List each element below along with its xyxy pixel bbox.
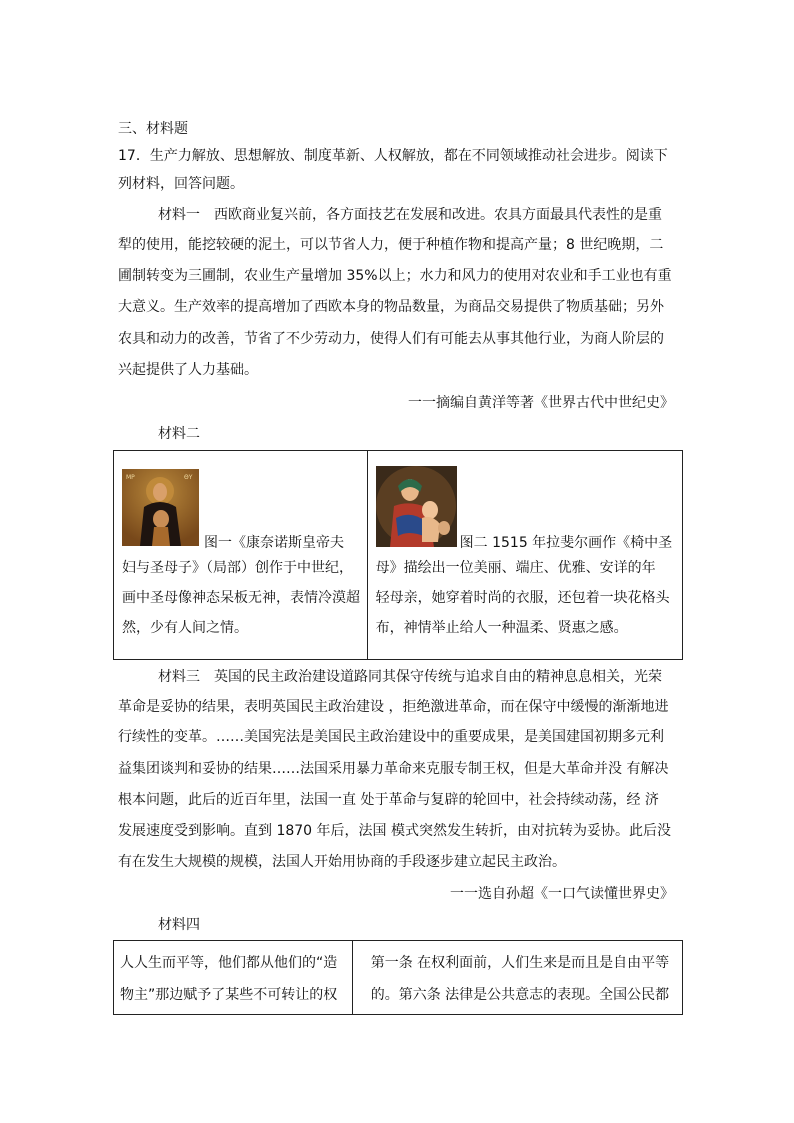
figure-1-cell bbox=[114, 451, 368, 660]
material-1-line: 圃制转变为三圃制，农业生产量增加 35%以上；水力和风力的使用对农业和手工业也有重 bbox=[118, 268, 672, 284]
svg-text:ΘY: ΘY bbox=[184, 474, 193, 481]
material-3-line: 材料三 英国的民主政治建设道路同其保守传统与追求自由的精神息息相关，光荣 bbox=[158, 669, 662, 685]
figure-2-cell bbox=[367, 451, 682, 660]
byzantine-mosaic-image bbox=[122, 469, 199, 546]
material-3-line: 益集团谈判和妥协的结果……法国采用暴力革命来克服专制王权，但是大革命并没 有解决 bbox=[118, 761, 669, 777]
material-4-left-line: 物主”那边赋予了某些不可转让的权 bbox=[120, 987, 338, 1003]
material-1-line: 大意义。生产效率的提高增加了西欧本身的物品数量，为商品交易提供了物质基础；另外 bbox=[118, 299, 664, 315]
section-heading: 三、材料题 bbox=[118, 121, 188, 137]
figure-1-caption-line: 图一《康奈诺斯皇帝夫 bbox=[204, 535, 344, 551]
question-line-2: 列材料，回答问题。 bbox=[118, 176, 244, 192]
material-4-left-cell bbox=[114, 941, 353, 1015]
figure-2-caption-line: 母》描绘出一位美丽、端庄、优雅、安详的年 bbox=[375, 560, 656, 576]
question-line-1: 17．生产力解放、思想解放、制度革新、人权解放，都在不同领域推动社会进步。阅读下 bbox=[118, 148, 668, 164]
material-4-left-line: 人人生而平等，他们都从他们的“造 bbox=[120, 955, 338, 971]
figure-2-caption-line: 轻母亲，她穿着时尚的衣服，还包着一块花格头 bbox=[375, 590, 670, 606]
material-3-source: 一一选自孙超《一口气读懂世界史》 bbox=[450, 886, 674, 902]
material-2-table bbox=[113, 450, 683, 660]
figure-1-caption-line: 画中圣母像神态呆板无神，表情冷漠超 bbox=[122, 590, 360, 606]
material-2-label: 材料二 bbox=[158, 426, 200, 442]
material-1-line: 农具和动力的改善，节省了不少劳动力，使得人们有可能去从事其他行业，为商人阶层的 bbox=[118, 331, 664, 347]
material-4-table bbox=[113, 940, 683, 1015]
figure-2-caption-line: 布，神情举止给人一种温柔、贤惠之感。 bbox=[375, 620, 628, 636]
material-1-line: 材料一 西欧商业复兴前，各方面技艺在发展和改进。农具方面最具代表性的是重 bbox=[158, 207, 662, 223]
material-3-line: 发展速度受到影响。直到 1870 年后，法国 模式突然发生转折，由对抗转为妥协。此后没 bbox=[118, 823, 671, 839]
material-1-line: 犁的使用，能挖较硬的泥土，可以节省人力，便于种植作物和提高产量；8 世纪晚期，二 bbox=[118, 237, 664, 253]
figure-1-caption-line: 妇与圣母子》（局部）创作于中世纪， bbox=[122, 560, 353, 576]
material-4-label: 材料四 bbox=[158, 917, 200, 933]
figure-1-caption-line: 然，少有人间之情。 bbox=[122, 620, 248, 636]
svg-text:MP: MP bbox=[126, 474, 135, 481]
figure-2-caption-line: 图二 1515 年拉斐尔画作《椅中圣 bbox=[459, 535, 673, 551]
material-3-line: 革命是妥协的结果，表明英国民主政治建设 ，拒绝激进革命，而在保守中缓慢的渐渐地进 bbox=[118, 699, 669, 715]
raphael-madonna-image bbox=[376, 466, 457, 547]
material-4-right-line: 第一条 在权利面前，人们生来是而且是自由平等 bbox=[370, 955, 670, 971]
material-3-line: 行续性的变革。……美国宪法是美国民主政治建设中的重要成果，是美国建国初期多元利 bbox=[118, 729, 664, 745]
material-3-line: 有在发生大规模的规模，法国人开始用协商的手段逐步建立起民主政治。 bbox=[118, 854, 566, 870]
material-3-line: 根本问题，此后的近百年里，法国一直 处于革命与复辟的轮回中，社会持续动荡，经 济 bbox=[118, 792, 659, 808]
material-1-line: 兴起提供了人力基础。 bbox=[118, 362, 258, 378]
material-4-right-line: 的。第六条 法律是公共意志的表现。全国公民都 bbox=[370, 987, 670, 1003]
material-1-source: 一一摘编自黄洋等著《世界古代中世纪史》 bbox=[408, 395, 674, 411]
material-4-right-cell bbox=[352, 941, 682, 1015]
